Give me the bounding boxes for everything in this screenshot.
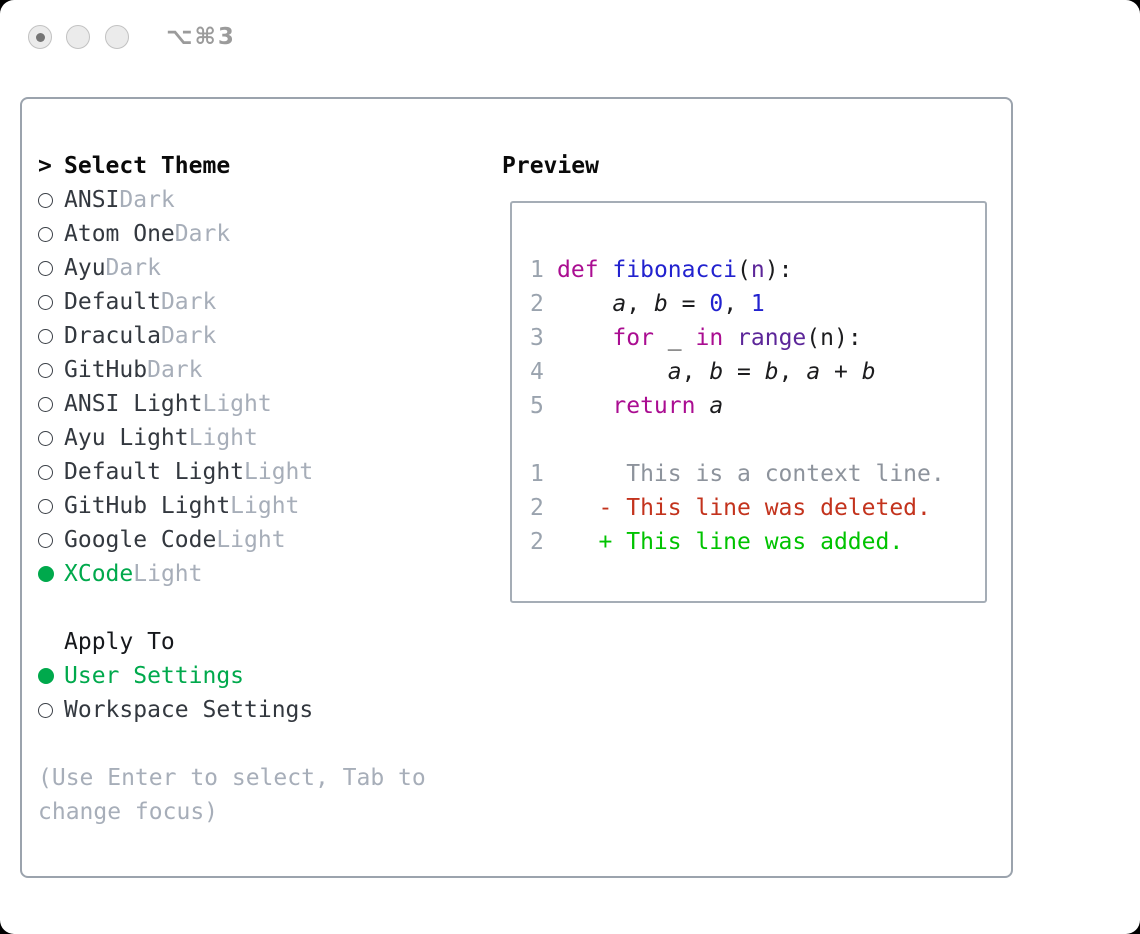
theme-option-ansi-light[interactable] xyxy=(38,387,478,421)
code-line xyxy=(530,355,985,389)
code-segment-variable: b xyxy=(709,359,724,385)
spacer xyxy=(38,591,478,625)
code-line xyxy=(530,287,985,321)
option-label: Ayu Light xyxy=(64,425,189,451)
theme-option-dracula[interactable] xyxy=(38,319,478,353)
code-segment-variable: b xyxy=(653,291,668,317)
code-segment-plain: ): xyxy=(764,257,793,283)
radio-icon xyxy=(38,533,64,548)
code-segment-plain: + xyxy=(820,359,862,385)
preview-pane xyxy=(510,201,987,603)
line-number: 5 xyxy=(530,393,544,419)
select-theme-header xyxy=(38,149,478,183)
option-variant-label: Light xyxy=(133,561,203,587)
apply-option-workspace-settings[interactable] xyxy=(38,693,478,727)
code-segment-plain: , xyxy=(723,291,751,317)
option-variant-label: Light xyxy=(244,459,314,485)
code-segment-variable: a xyxy=(667,359,682,385)
option-label: Google Code xyxy=(64,527,217,553)
apply-to-title: Apply To xyxy=(64,629,175,655)
option-label: Ayu xyxy=(64,255,106,281)
prompt-icon: > xyxy=(38,153,52,179)
diff-text: + This line was added. xyxy=(557,529,904,555)
code-segment-plain xyxy=(695,393,709,419)
select-theme-title: Select Theme xyxy=(64,153,231,179)
blank-line xyxy=(530,423,985,457)
code-segment-variable: b xyxy=(764,359,779,385)
option-variant-label: Light xyxy=(230,493,300,519)
option-label: Workspace Settings xyxy=(64,697,314,723)
option-variant-label: Light xyxy=(188,425,258,451)
theme-option-google-code[interactable] xyxy=(38,523,478,557)
code-segment-variable: b xyxy=(861,359,876,385)
radio-icon xyxy=(38,363,64,378)
code-segment-plain: ( xyxy=(737,257,751,283)
preview-diff xyxy=(530,457,985,559)
radio-icon xyxy=(38,499,64,514)
code-segment-plain: _ xyxy=(653,325,696,351)
traffic-light-close[interactable] xyxy=(28,25,52,49)
diff-line-deleted xyxy=(530,491,985,525)
titlebar xyxy=(0,0,1140,74)
code-segment-plain xyxy=(557,393,612,419)
line-number: 1 xyxy=(530,461,544,487)
traffic-light-minimize[interactable] xyxy=(66,25,90,49)
radio-icon xyxy=(38,227,64,242)
code-segment-plain: = xyxy=(723,359,765,385)
code-segment-param: n xyxy=(750,257,765,283)
code-segment-plain: , xyxy=(626,291,654,317)
line-number: 1 xyxy=(530,257,544,283)
traffic-light-maximize[interactable] xyxy=(105,25,129,49)
radio-icon xyxy=(38,397,64,412)
option-variant-label: Dark xyxy=(105,255,161,281)
radio-icon xyxy=(38,295,64,310)
option-variant-label: Dark xyxy=(119,187,175,213)
line-number: 3 xyxy=(530,325,544,351)
diff-text: - This line was deleted. xyxy=(557,495,931,521)
theme-options-list xyxy=(38,183,478,591)
option-label: User Settings xyxy=(64,663,245,689)
preview-title: Preview xyxy=(502,153,599,179)
preview-header xyxy=(502,149,599,183)
radio-icon xyxy=(38,703,64,718)
diff-line-context xyxy=(530,457,985,491)
code-line xyxy=(530,389,985,423)
option-variant-label: Dark xyxy=(160,323,217,349)
radio-selected-icon xyxy=(38,566,64,582)
code-segment-plain: , xyxy=(681,359,710,385)
code-segment-plain xyxy=(557,325,612,351)
code-segment-keyword: return xyxy=(612,393,696,419)
preview-code xyxy=(530,253,985,423)
apply-to-options-list xyxy=(38,659,478,727)
radio-icon xyxy=(38,261,64,276)
option-label: GitHub xyxy=(64,357,148,383)
line-number: 2 xyxy=(530,291,544,317)
option-label: Default Light xyxy=(64,459,245,485)
code-segment-plain: , xyxy=(778,359,807,385)
code-segment-plain: = xyxy=(667,291,710,317)
code-segment-keyword: for xyxy=(612,325,654,351)
apply-to-header xyxy=(38,625,478,659)
spacer xyxy=(38,727,478,761)
option-label: ANSI xyxy=(64,187,120,213)
help-text: (Use Enter to select, Tab to change focus) xyxy=(38,765,426,825)
theme-option-default-light[interactable] xyxy=(38,455,478,489)
line-number: 2 xyxy=(530,495,544,521)
option-variant-label: Dark xyxy=(174,221,231,247)
theme-option-github[interactable] xyxy=(38,353,478,387)
code-segment-plain xyxy=(557,359,668,385)
code-segment-plain: (n): xyxy=(806,325,862,351)
option-label: ANSI Light xyxy=(64,391,203,417)
radio-icon xyxy=(38,465,64,480)
code-segment-plain xyxy=(599,257,613,283)
code-segment-keyword: in xyxy=(695,325,724,351)
option-label: Default xyxy=(64,289,161,315)
code-segment-plain xyxy=(557,291,612,317)
radio-icon xyxy=(38,193,64,208)
option-variant-label: Light xyxy=(202,391,272,417)
line-number: 2 xyxy=(530,529,544,555)
code-segment-variable: a xyxy=(709,393,724,419)
code-segment-title: fibonacci xyxy=(612,257,738,283)
code-segment-plain xyxy=(723,325,737,351)
theme-option-ansi[interactable] xyxy=(38,183,478,217)
option-variant-label: Dark xyxy=(147,357,203,383)
option-variant-label: Light xyxy=(216,527,286,553)
code-line xyxy=(530,253,985,287)
apply-option-user-settings[interactable] xyxy=(38,659,478,693)
theme-option-default[interactable] xyxy=(38,285,478,319)
code-line xyxy=(530,321,985,355)
traffic-light-active-dot xyxy=(36,33,45,42)
diff-text: This is a context line. xyxy=(557,461,945,487)
code-segment-builtin: range xyxy=(737,325,807,351)
code-segment-keyword: def xyxy=(557,257,599,283)
option-label: GitHub Light xyxy=(64,493,231,519)
code-segment-variable: a xyxy=(806,359,821,385)
option-label: XCode xyxy=(64,561,134,587)
radio-selected-icon xyxy=(38,668,64,684)
theme-picker-panel xyxy=(20,97,1013,878)
radio-icon xyxy=(38,329,64,344)
line-number: 4 xyxy=(530,359,544,385)
code-segment-variable: a xyxy=(612,291,627,317)
theme-list-column xyxy=(38,149,478,829)
diff-line-added xyxy=(530,525,985,559)
radio-icon xyxy=(38,431,64,446)
theme-option-github-light[interactable] xyxy=(38,489,478,523)
code-segment-number: 1 xyxy=(750,291,765,317)
theme-option-atom-one[interactable] xyxy=(38,217,478,251)
option-label: Dracula xyxy=(64,323,161,349)
option-label: Atom One xyxy=(64,221,175,247)
theme-option-ayu[interactable] xyxy=(38,251,478,285)
option-variant-label: Dark xyxy=(160,289,217,315)
theme-option-xcode[interactable] xyxy=(38,557,478,591)
theme-option-ayu-light[interactable] xyxy=(38,421,478,455)
window-shortcut-label: ⌥⌘3 xyxy=(166,24,236,50)
code-segment-number: 0 xyxy=(709,291,724,317)
